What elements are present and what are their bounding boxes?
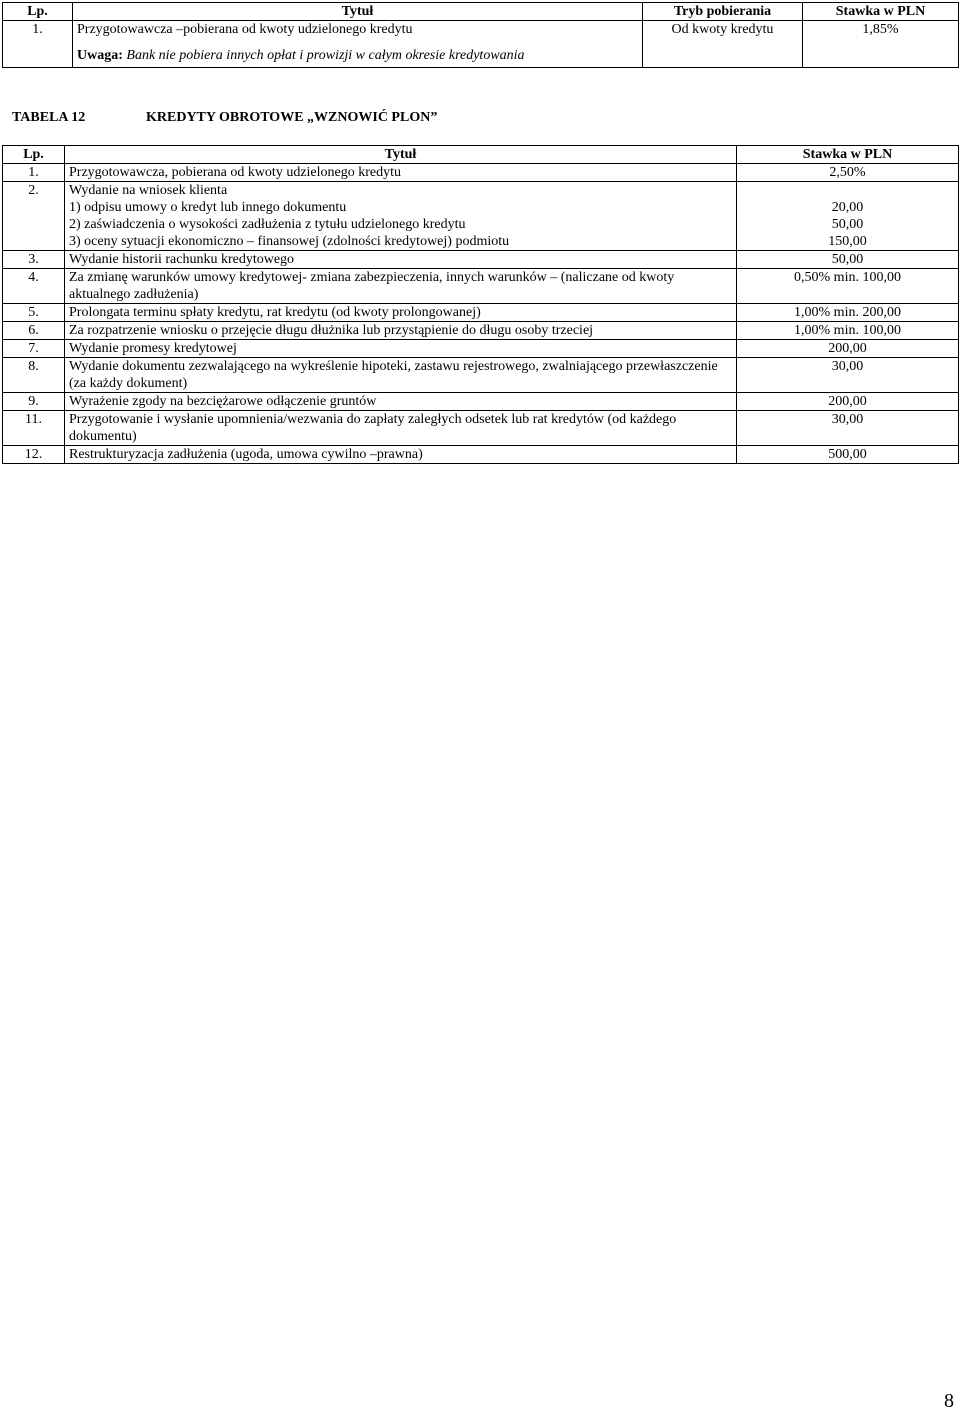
row-rate: 30,00 (737, 411, 959, 446)
header-title: Tytuł (65, 146, 737, 164)
row-title: Restrukturyzacja zadłużenia (ugoda, umowa cywilno –prawna) (65, 446, 737, 464)
header-lp: Lp. (3, 146, 65, 164)
row-mode: Od kwoty kredytu (643, 21, 803, 68)
row-title: Wydanie historii rachunku kredytowego (65, 251, 737, 269)
row-rate: 200,00 (737, 340, 959, 358)
row-rate: 1,85% (803, 21, 959, 68)
table-row (3, 393, 959, 411)
sub-rate: 20,00 (831, 200, 864, 215)
sub-rate: 150,00 (828, 234, 867, 249)
note-label: Uwaga: (77, 48, 123, 63)
row-rate: 2,50% (737, 164, 959, 182)
sub-rate: 50,00 (831, 217, 864, 232)
row-title (65, 182, 737, 251)
row-rate: 50,00 (737, 251, 959, 269)
table-header-row (3, 3, 959, 21)
header-mode: Tryb pobierania (643, 3, 803, 21)
sub-item: 1) odpisu umowy o kredyt lub innego dokumentu (69, 200, 347, 215)
table-row (3, 358, 959, 393)
table-number: TABELA 12 (12, 110, 86, 125)
table-row (3, 322, 959, 340)
row-lp: 1. (3, 164, 65, 182)
row-lp: 9. (3, 393, 65, 411)
fee-table (2, 145, 959, 464)
row-rate: 0,50% min. 100,00 (737, 269, 959, 304)
row-lp: 11. (3, 411, 65, 446)
row-title: Wydanie dokumentu zezwalającego na wykreślenie hipoteki, zastawu rejestrowego, zwalniającego przewłaszczenie (za każdy dokument) (65, 358, 737, 393)
table-row (3, 182, 959, 251)
row-title: Wydanie promesy kredytowej (65, 340, 737, 358)
table-row (3, 304, 959, 322)
row-title: Przygotowawcza, pobierana od kwoty udzielonego kredytu (65, 164, 737, 182)
row-lp: 3. (3, 251, 65, 269)
table-row (3, 269, 959, 304)
note-text: Bank nie pobiera innych opłat i prowizji w całym okresie kredytowania (126, 48, 525, 63)
table-row (3, 446, 959, 464)
row-lp: 4. (3, 269, 65, 304)
row-rate: 30,00 (737, 358, 959, 393)
table-row (3, 164, 959, 182)
page-number: 8 (944, 1390, 954, 1412)
row-title: Za zmianę warunków umowy kredytowej- zmiana zabezpieczenia, innych warunków – (naliczane od kwoty aktualnego zadłużenia) (65, 269, 737, 304)
row-title (73, 21, 643, 68)
row-rate: 200,00 (737, 393, 959, 411)
sub-item: 2) zaświadczenia o wysokości zadłużenia z tytułu udzielonego kredytu (69, 217, 466, 232)
header-rate: Stawka w PLN (803, 3, 959, 21)
table-header-row (3, 146, 959, 164)
row-title-main: Wydanie na wniosek klienta (69, 183, 228, 198)
row-lp: 2. (3, 182, 65, 251)
row-lp: 12. (3, 446, 65, 464)
section-title: KREDYTY OBROTOWE „WZNOWIĆ PLON” (146, 110, 438, 125)
section-heading (12, 110, 437, 126)
note (77, 47, 638, 64)
row-title: Wyrażenie zgody na bezciężarowe odłączenie gruntów (65, 393, 737, 411)
table-row (3, 411, 959, 446)
row-rate: 500,00 (737, 446, 959, 464)
row-rate: 1,00% min. 100,00 (737, 322, 959, 340)
header-rate: Stawka w PLN (737, 146, 959, 164)
table-row (3, 340, 959, 358)
row-lp: 5. (3, 304, 65, 322)
row-title-text: Przygotowawcza –pobierana od kwoty udzielonego kredytu (77, 22, 413, 37)
table-row (3, 251, 959, 269)
row-rate (737, 182, 959, 251)
row-title: Prolongata terminu spłaty kredytu, rat kredytu (od kwoty prolongowanej) (65, 304, 737, 322)
row-rate: 1,00% min. 200,00 (737, 304, 959, 322)
row-lp: 7. (3, 340, 65, 358)
row-lp: 8. (3, 358, 65, 393)
fee-table-top (2, 2, 959, 68)
row-title: Przygotowanie i wysłanie upomnienia/wezwania do zapłaty zaległych odsetek lub rat kredytów (od każdego dokumentu) (65, 411, 737, 446)
header-lp: Lp. (3, 3, 73, 21)
header-title: Tytuł (73, 3, 643, 21)
table-row (3, 21, 959, 68)
sub-item: 3) oceny sytuacji ekonomiczno – finansowej (zdolności kredytowej) podmiotu (69, 234, 510, 249)
row-title: Za rozpatrzenie wniosku o przejęcie długu dłużnika lub przystąpienie do długu osoby trzeciej (65, 322, 737, 340)
row-lp: 6. (3, 322, 65, 340)
row-lp: 1. (3, 21, 73, 68)
